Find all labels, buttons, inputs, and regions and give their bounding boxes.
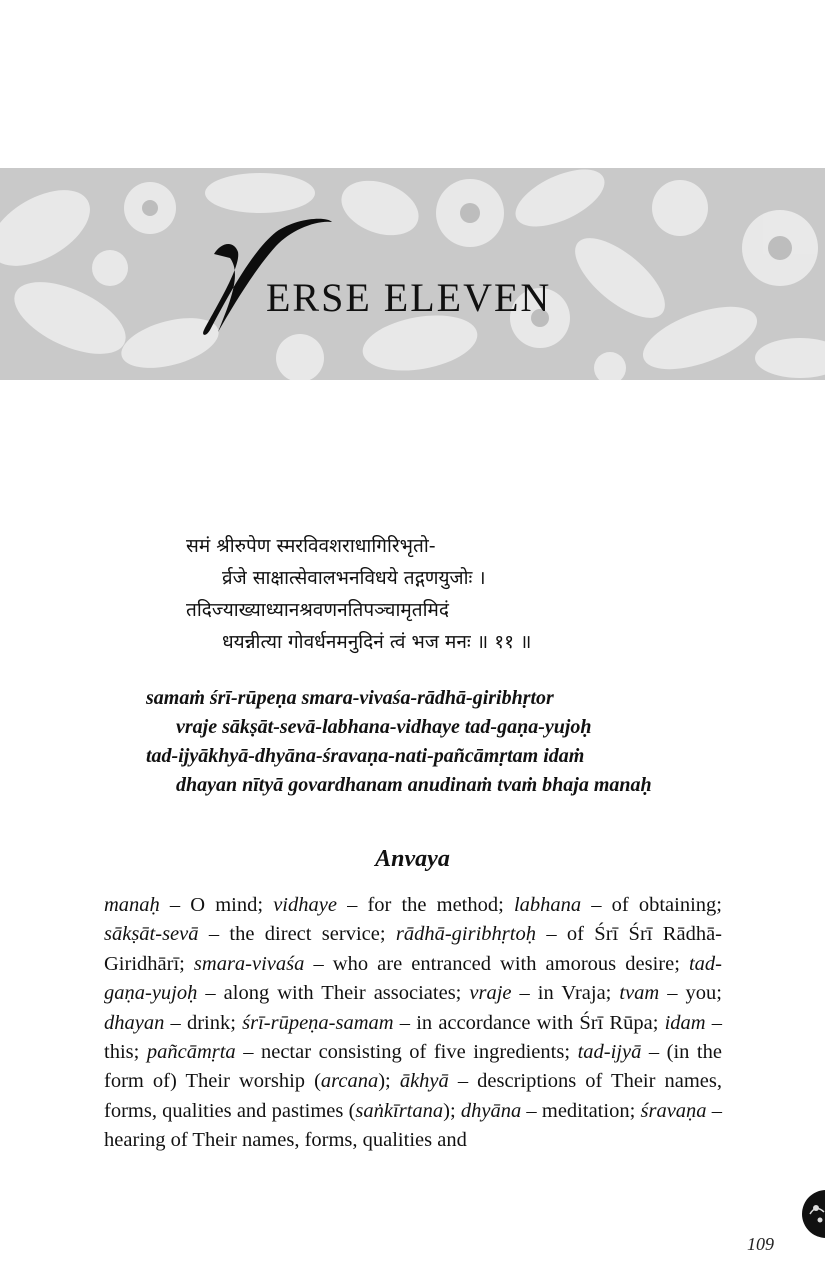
anvaya-meaning: – this; [104,1011,723,1064]
page-number: 109 [747,1234,774,1254]
anvaya-term: tad-gaṇa-yujoḥ [104,952,722,1005]
transliteration-line: dhayan nītyā govardhanam anudinaṁ tvaṁ bhaja manaḥ [176,774,652,796]
anvaya-meaning: – (in the form of) Their worship ( [104,1041,722,1093]
anvaya-term: vraje [469,982,512,1005]
anvaya-meaning: – along with Their associates; [197,982,470,1005]
transliteration-line: tad-ijyākhyā-dhyāna-śravaṇa-nati-pañcāmṛtam idaṁ [146,745,585,767]
transliteration-line: vraje sākṣāt-sevā-labhana-vidhaye tad-gaṇa-yujoḥ [176,716,592,738]
anvaya-term: tvam [619,982,660,1005]
anvaya-meaning: ); [378,1070,400,1093]
page-ornament-icon [800,1190,825,1238]
anvaya-meaning: – descriptions of Their names, forms, qualities and pastimes ( [104,1070,722,1122]
anvaya-meaning: – for the method; [336,894,514,916]
anvaya-term: manaḥ [104,894,160,916]
anvaya-meaning: – nectar consisting of five ingredients; [235,1041,578,1064]
anvaya-meaning: – you; [659,982,722,1005]
anvaya-term: sākṣāt-sevā [104,923,199,946]
anvaya-term: dhayan [104,1011,165,1034]
sanskrit-verse [186,530,706,658]
anvaya-paragraph [104,891,722,1156]
anvaya-term: pañcāmṛta [146,1041,236,1064]
sanskrit-line: धयन्नीत्या गोवर्धनमनुदिनं त्वं भज मनः ॥ ११ ॥ [222,631,532,653]
sanskrit-line: समं श्रीरुपेण स्मरविवशराधागिरिभृतो- [186,535,436,557]
anvaya-term: śravaṇa [640,1099,707,1122]
chapter-title: ERSE ELEVEN [266,275,552,320]
sanskrit-line: तदिज्याख्याध्यानश्रवणनतिपञ्चामृतमिदं [186,599,449,621]
anvaya-term: vidhaye [273,894,337,916]
anvaya-term: ākhyā [399,1070,449,1093]
anvaya-meaning: – of obtaining; [581,894,722,916]
anvaya-term: arcana [320,1070,379,1093]
sanskrit-line: र्व्रजे साक्षात्सेवालभनविधये तद्गणयुजोः । [222,567,486,589]
anvaya-meaning: ); [443,1099,461,1122]
anvaya-meaning: – who are entranced with amorous desire; [304,952,689,975]
anvaya-meaning: – in accordance with Śrī Rūpa; [393,1011,665,1034]
transliteration-verse [146,684,766,800]
anvaya-term: idam [664,1011,706,1034]
anvaya-meaning: – meditation; [521,1099,641,1122]
anvaya-term: smara-vivaśa [193,952,305,975]
anvaya-term: dhyāna [460,1099,522,1122]
anvaya-term: labhana [513,894,582,916]
transliteration-line: samaṁ śrī-rūpeṇa smara-vivaśa-rādhā-giribhṛtor [146,687,554,709]
chapter-heading [196,212,796,342]
anvaya-meaning: – of Śrī Śrī Rādhā-Giridhārī; [104,923,723,975]
anvaya-meaning: – drink; [164,1011,243,1034]
section-title: Anvaya [375,846,450,872]
anvaya-term: rādhā-giribhṛtoḥ [395,923,536,946]
anvaya-meaning: – O mind; [159,894,274,916]
anvaya-meaning: – the direct service; [198,923,396,946]
anvaya-meaning: – hearing of Their names, forms, qualities and [104,1099,723,1152]
anvaya-term: saṅkīrtana [355,1099,444,1122]
anvaya-meaning: – in Vraja; [511,982,620,1005]
anvaya-term: tad-ijyā [577,1041,642,1064]
anvaya-term: śrī-rūpeṇa-samam [242,1011,394,1034]
